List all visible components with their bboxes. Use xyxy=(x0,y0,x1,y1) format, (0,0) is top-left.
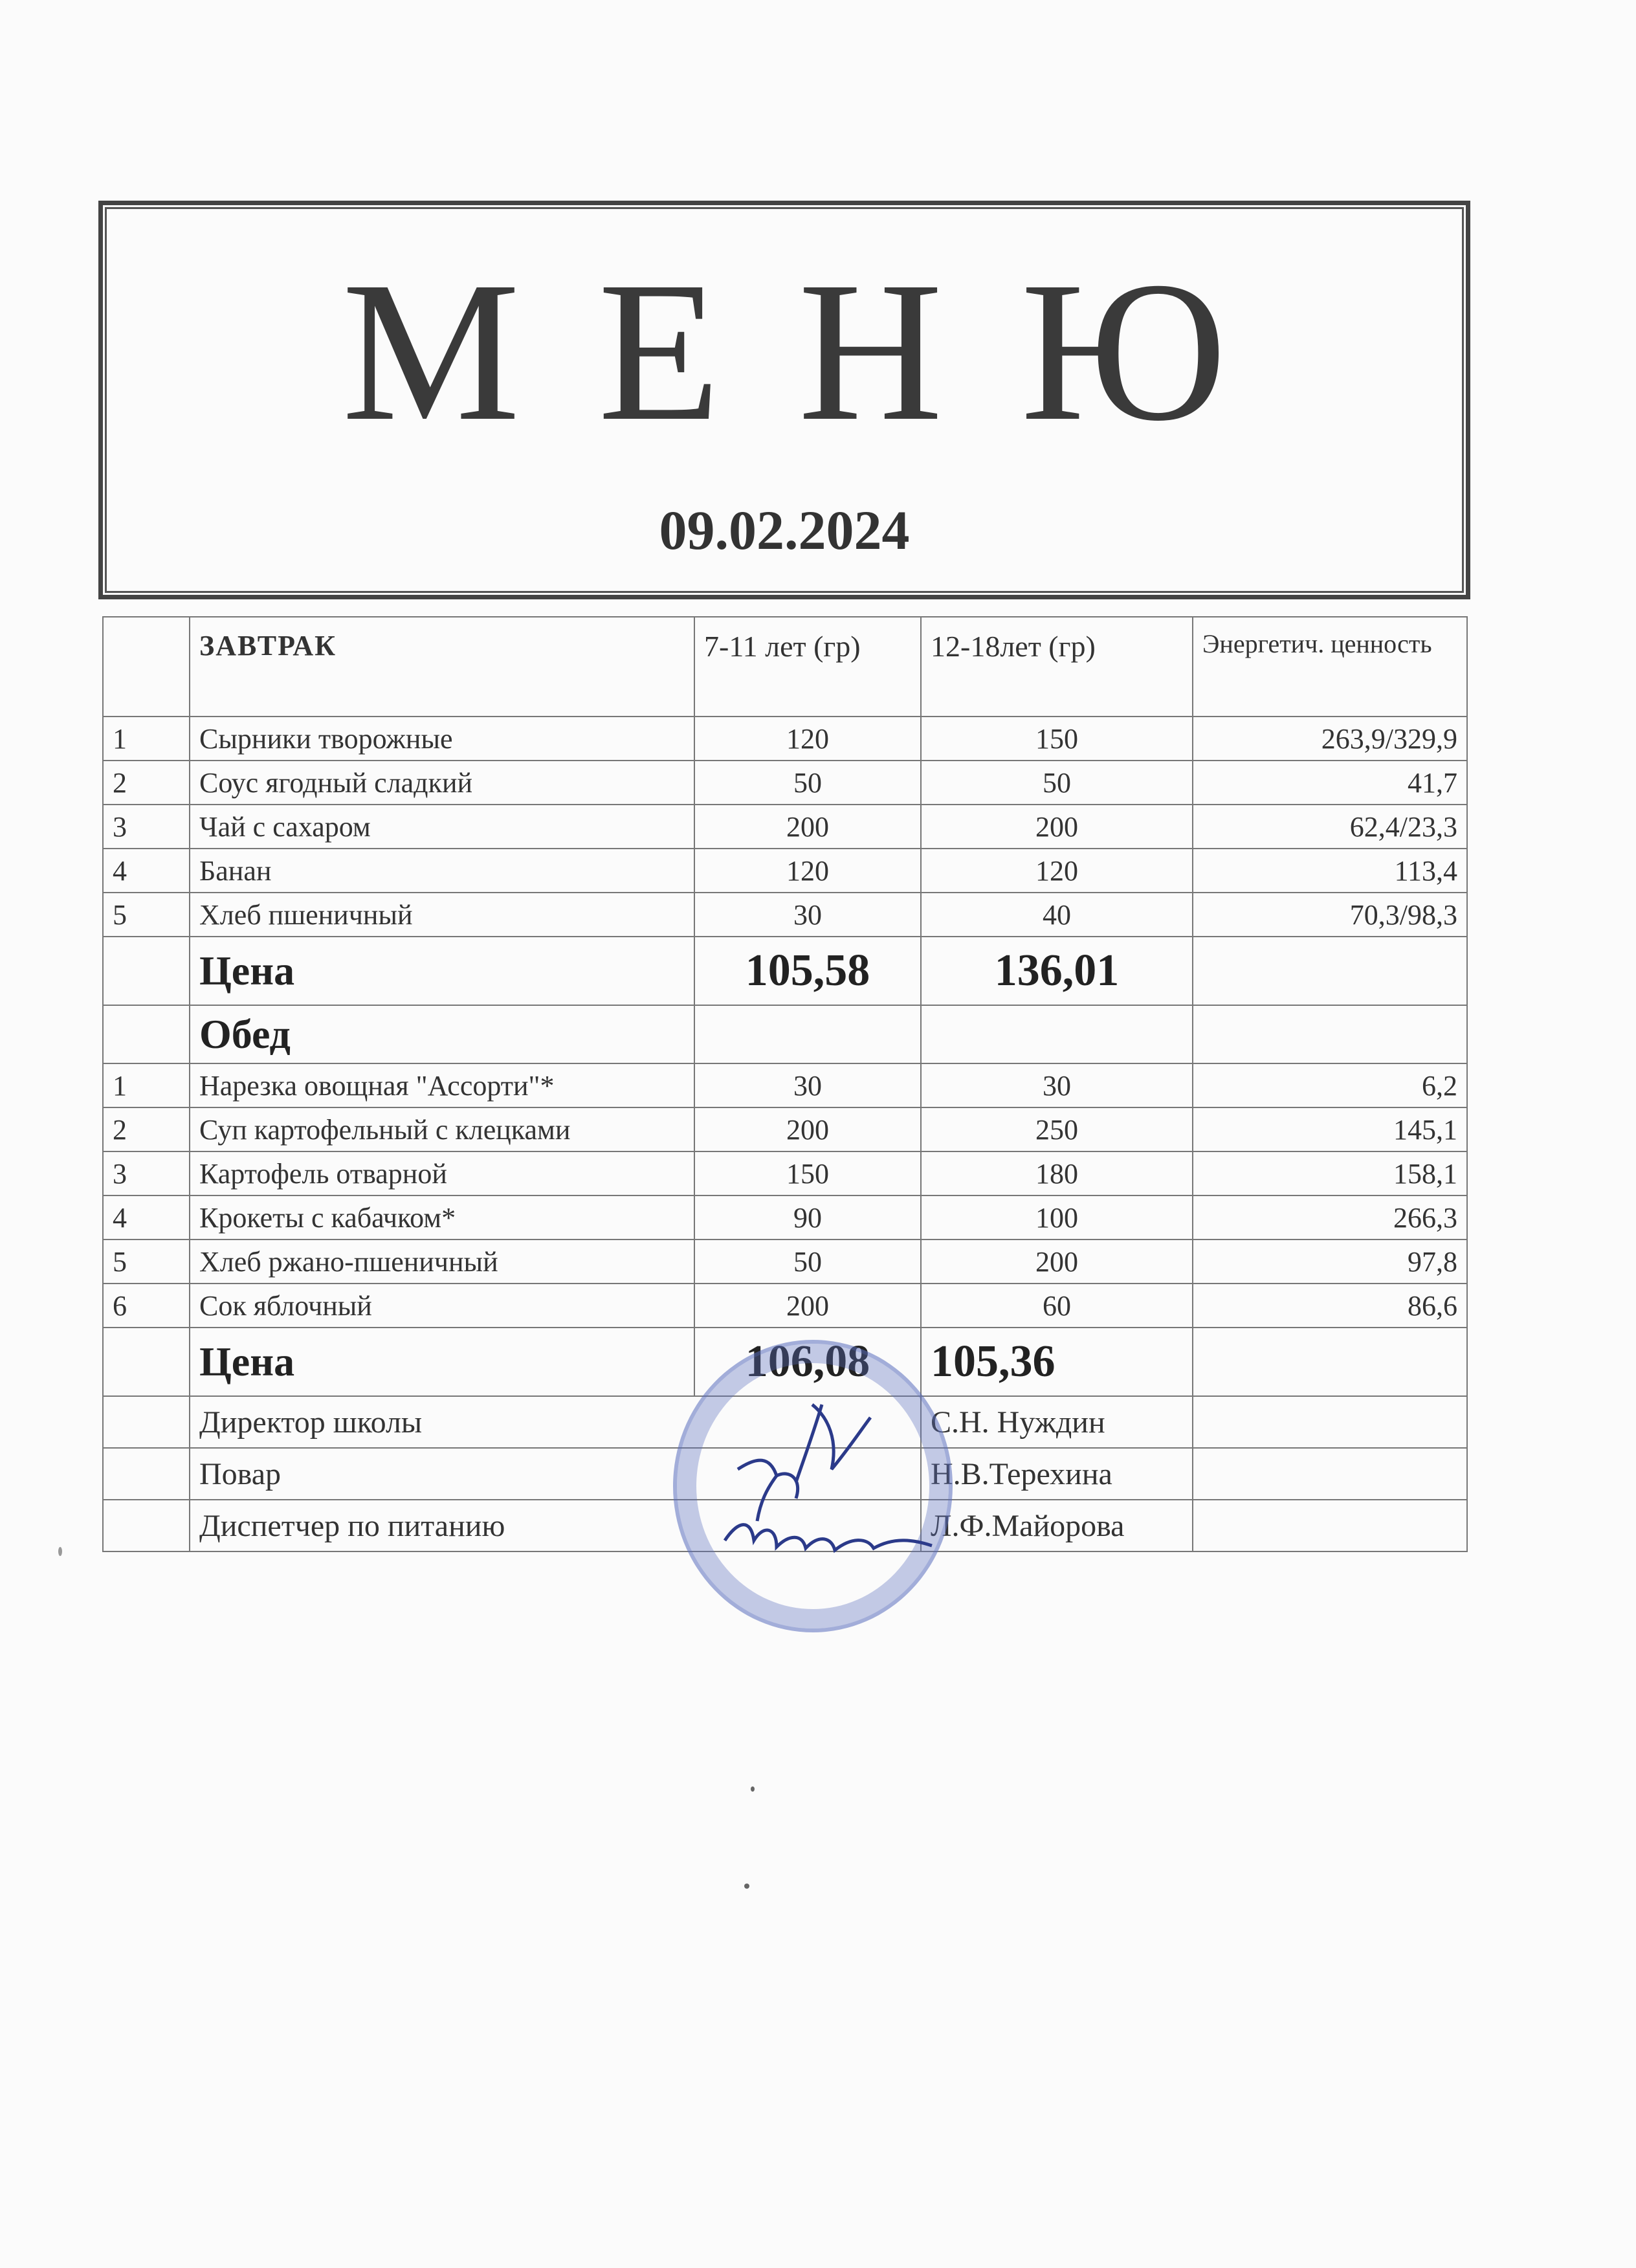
price-label: Цена xyxy=(190,1328,694,1396)
lunch-price-7-11: 106,08 xyxy=(694,1328,921,1396)
item-name: Нарезка овощная "Ассорти"* xyxy=(190,1063,694,1107)
breakfast-price-12-18: 136,01 xyxy=(921,937,1193,1005)
scan-speck xyxy=(744,1884,749,1889)
empty-cell xyxy=(103,937,190,1005)
empty-cell xyxy=(1193,1448,1467,1500)
signature-person: С.Н. Нуждин xyxy=(921,1396,1193,1448)
item-name: Сырники творожные xyxy=(190,717,694,761)
empty-cell xyxy=(103,1448,190,1500)
item-grams-12-18: 150 xyxy=(921,717,1193,761)
item-energy: 6,2 xyxy=(1193,1063,1467,1107)
item-grams-7-11: 200 xyxy=(694,1284,921,1328)
item-grams-12-18: 30 xyxy=(921,1063,1193,1107)
breakfast-price-7-11: 105,58 xyxy=(694,937,921,1005)
handwritten-signatures xyxy=(699,1379,945,1586)
table-row xyxy=(103,849,1467,893)
item-grams-7-11: 50 xyxy=(694,761,921,805)
item-grams-12-18: 180 xyxy=(921,1151,1193,1195)
signature-person: Н.В.Терехина xyxy=(921,1448,1193,1500)
item-grams-7-11: 120 xyxy=(694,849,921,893)
empty-cell xyxy=(1193,937,1467,1005)
scan-speck xyxy=(751,1786,755,1792)
column-age-7-11: 7-11 лет (гр) xyxy=(694,617,921,717)
item-grams-12-18: 50 xyxy=(921,761,1193,805)
item-grams-12-18: 100 xyxy=(921,1195,1193,1240)
signature-role: Директор школы xyxy=(190,1396,921,1448)
table-row xyxy=(103,1063,1467,1107)
table-row xyxy=(103,1284,1467,1328)
item-grams-12-18: 60 xyxy=(921,1284,1193,1328)
empty-cell xyxy=(103,1005,190,1063)
item-grams-12-18: 200 xyxy=(921,1240,1193,1284)
item-number: 2 xyxy=(103,1107,190,1151)
item-energy: 145,1 xyxy=(1193,1107,1467,1151)
item-name: Хлеб ржано-пшеничный xyxy=(190,1240,694,1284)
item-grams-12-18: 40 xyxy=(921,893,1193,937)
item-name: Банан xyxy=(190,849,694,893)
empty-cell xyxy=(694,1005,921,1063)
signature-role: Диспетчер по питанию xyxy=(190,1500,921,1551)
table-header-row xyxy=(103,617,1467,717)
empty-cell xyxy=(1193,1005,1467,1063)
item-energy: 62,4/23,3 xyxy=(1193,805,1467,849)
item-grams-7-11: 120 xyxy=(694,717,921,761)
column-energy: Энергетич. ценность xyxy=(1193,617,1467,717)
item-number: 4 xyxy=(103,849,190,893)
lunch-section-row xyxy=(103,1005,1467,1063)
menu-date: 09.02.2024 xyxy=(659,499,910,561)
lunch-price-12-18: 105,36 xyxy=(921,1328,1193,1396)
item-grams-7-11: 200 xyxy=(694,805,921,849)
empty-cell xyxy=(103,1396,190,1448)
empty-cell xyxy=(1193,1396,1467,1448)
item-grams-7-11: 30 xyxy=(694,1063,921,1107)
signature-person: Л.Ф.Майорова xyxy=(921,1500,1193,1551)
item-name: Соус ягодный сладкий xyxy=(190,761,694,805)
item-energy: 41,7 xyxy=(1193,761,1467,805)
item-energy: 97,8 xyxy=(1193,1240,1467,1284)
empty-cell xyxy=(1193,1328,1467,1396)
item-name: Чай с сахаром xyxy=(190,805,694,849)
table-row xyxy=(103,717,1467,761)
item-number: 6 xyxy=(103,1284,190,1328)
item-name: Суп картофельный с клецками xyxy=(190,1107,694,1151)
item-grams-7-11: 200 xyxy=(694,1107,921,1151)
scan-speck xyxy=(58,1547,62,1556)
table-row xyxy=(103,805,1467,849)
signature-role: Повар xyxy=(190,1448,921,1500)
item-number: 5 xyxy=(103,893,190,937)
empty-cell xyxy=(103,1500,190,1551)
table-row xyxy=(103,1107,1467,1151)
item-number: 3 xyxy=(103,1151,190,1195)
item-name: Картофель отварной xyxy=(190,1151,694,1195)
breakfast-title: ЗАВТРАК xyxy=(190,617,694,717)
empty-cell xyxy=(1193,1500,1467,1551)
table-row xyxy=(103,761,1467,805)
item-number: 1 xyxy=(103,1063,190,1107)
item-energy: 70,3/98,3 xyxy=(1193,893,1467,937)
price-label: Цена xyxy=(190,937,694,1005)
menu-header-box xyxy=(98,201,1470,599)
empty-cell xyxy=(103,1328,190,1396)
empty-cell xyxy=(103,617,190,717)
item-energy: 266,3 xyxy=(1193,1195,1467,1240)
item-grams-7-11: 50 xyxy=(694,1240,921,1284)
item-energy: 263,9/329,9 xyxy=(1193,717,1467,761)
item-number: 4 xyxy=(103,1195,190,1240)
item-energy: 113,4 xyxy=(1193,849,1467,893)
item-number: 2 xyxy=(103,761,190,805)
page-title: МЕНЮ xyxy=(342,241,1305,463)
item-grams-12-18: 250 xyxy=(921,1107,1193,1151)
item-name: Сок яблочный xyxy=(190,1284,694,1328)
item-name: Хлеб пшеничный xyxy=(190,893,694,937)
breakfast-price-row xyxy=(103,937,1467,1005)
table-row xyxy=(103,1195,1467,1240)
table-row xyxy=(103,1151,1467,1195)
table-row xyxy=(103,1240,1467,1284)
item-name: Крокеты с кабачком* xyxy=(190,1195,694,1240)
lunch-title: Обед xyxy=(190,1005,694,1063)
item-grams-7-11: 150 xyxy=(694,1151,921,1195)
item-number: 1 xyxy=(103,717,190,761)
item-number: 3 xyxy=(103,805,190,849)
item-grams-7-11: 30 xyxy=(694,893,921,937)
item-grams-12-18: 120 xyxy=(921,849,1193,893)
item-grams-12-18: 200 xyxy=(921,805,1193,849)
table-row xyxy=(103,893,1467,937)
empty-cell xyxy=(921,1005,1193,1063)
item-energy: 86,6 xyxy=(1193,1284,1467,1328)
item-grams-7-11: 90 xyxy=(694,1195,921,1240)
column-age-12-18: 12-18лет (гр) xyxy=(921,617,1193,717)
item-number: 5 xyxy=(103,1240,190,1284)
item-energy: 158,1 xyxy=(1193,1151,1467,1195)
